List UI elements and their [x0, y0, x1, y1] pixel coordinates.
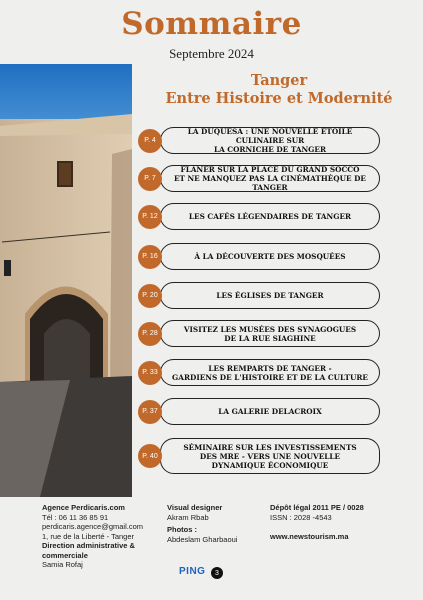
toc-item-title: LA GALERIE DELACROIX	[218, 407, 322, 416]
photos-label: Photos :	[167, 525, 197, 534]
toc-item[interactable]	[160, 438, 380, 474]
toc-item-title: LES CAFÉS LÉGENDAIRES DE TANGER	[188, 212, 352, 221]
page-badge: P. 20	[138, 284, 162, 308]
agency-phone: Tél : 06 11 36 85 91	[42, 512, 109, 522]
toc-item-title: LES ÉGLISES DE TANGER	[216, 291, 324, 300]
toc-item-title: À LA DÉCOUVERTE DES MOSQUÉES	[194, 252, 346, 261]
direction-label: Direction administrative & commerciale	[42, 541, 135, 560]
page-badge: P. 33	[138, 361, 162, 385]
toc-item-title: LES REMPARTS DE TANGER - GARDIENS DE L'HISTOIRE ET DE LA CULTURE	[172, 363, 368, 382]
page-badge: P. 37	[138, 400, 162, 424]
toc-item[interactable]	[160, 165, 380, 192]
cover-photo	[0, 64, 132, 497]
agency-name: Agence Perdicaris.com	[42, 503, 125, 512]
page-badge: P. 16	[138, 245, 162, 269]
legal-deposit: Dépôt légal 2011 PE / 0028	[270, 503, 364, 512]
toc-item[interactable]	[160, 398, 380, 425]
page-badge: P. 12	[138, 205, 162, 229]
footer-agency-block	[42, 503, 143, 570]
toc-item-title: LA DUQUESA : UNE NOUVELLE ÉTOILE CULINAIRE SUR LA CORNICHE DE TANGER	[187, 127, 353, 154]
website-link[interactable]: www.newstourism.ma	[270, 532, 349, 541]
toc-item-title: FLÂNER SUR LA PLACE DU GRAND SOCCO ET NE MANQUEZ PAS LA CINÉMATHÈQUE DE TANGER	[173, 165, 366, 192]
brand-logo: PING	[179, 566, 206, 577]
feature-title: Tanger	[250, 72, 308, 89]
agency-email: perdicaris.agence@gmail.com	[42, 522, 143, 531]
feature-subtitle: Entre Histoire et Modernité	[165, 90, 393, 107]
page-badge: P. 7	[138, 167, 162, 191]
toc-item[interactable]	[160, 359, 380, 386]
toc-item-title: SÉMINAIRE SUR LES INVESTISSEMENTS DES MRE - VERS UNE NOUVELLE DYNAMIQUE ÉCONOMIQUE	[183, 442, 357, 470]
toc-item[interactable]	[160, 243, 380, 270]
page-number: 3	[211, 567, 223, 579]
toc-item[interactable]	[160, 127, 380, 154]
footer-credits-block	[167, 503, 237, 544]
page-badge: P. 40	[138, 444, 162, 468]
page-badge: P. 28	[138, 322, 162, 346]
photos-name: Abdeslam Gharbaoui	[167, 534, 238, 544]
agency-address: 1, rue de la Liberté - Tanger	[42, 531, 135, 541]
toc-item-title: VISITEZ LES MUSÉES DES SYNAGOGUES DE LA RUE SIAGHINE	[183, 324, 357, 343]
toc-item[interactable]	[160, 320, 380, 347]
page-badge: P. 4	[138, 129, 162, 153]
issn: ISSN : 2028 -4543	[270, 512, 332, 522]
page-title: Sommaire	[121, 6, 302, 42]
toc-item[interactable]	[160, 282, 380, 309]
designer-name: Akram Rbab	[167, 512, 209, 522]
designer-label: Visual designer	[167, 503, 223, 512]
toc-item[interactable]	[160, 203, 380, 230]
footer-legal-block	[270, 503, 364, 542]
issue-date: Septembre 2024	[169, 46, 254, 61]
direction-name: Samia Rofaj	[42, 560, 83, 569]
